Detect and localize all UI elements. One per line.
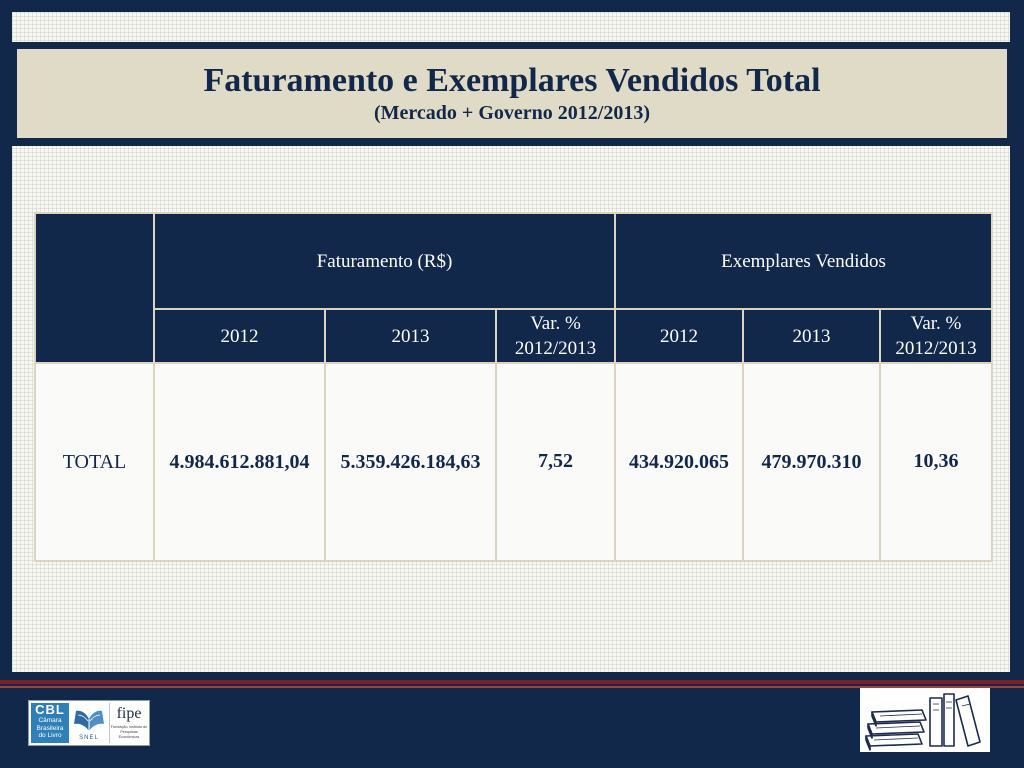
snel-logo-text: SNEL	[79, 735, 99, 741]
cbl-logo-line3: do Livro	[38, 732, 62, 739]
sales-table	[34, 212, 993, 562]
partner-logos	[28, 700, 150, 746]
ex-var-header-line1: Var. %	[910, 313, 962, 334]
snel-logo	[71, 703, 107, 743]
fat-var-header-line2: 2012/2013	[514, 338, 597, 359]
slide-title: Faturamento e Exemplares Vendidos Total	[203, 62, 821, 99]
ex-2013-value: 479.970.310	[743, 363, 880, 561]
fat-2013-header: 2013	[325, 309, 496, 363]
ex-var-header	[880, 309, 992, 363]
books-illustration	[860, 688, 990, 752]
open-book-icon	[71, 705, 107, 735]
ex-2013-header: 2013	[743, 309, 880, 363]
fat-var-value: 7,52	[496, 363, 615, 561]
slide-subtitle: (Mercado + Governo 2012/2013)	[374, 102, 650, 124]
fat-2013-value: 5.359.426.184,63	[325, 363, 496, 561]
fat-var-header-line1: Var. %	[530, 313, 581, 334]
corner-header-cell	[35, 213, 154, 363]
ex-2012-value: 434.920.065	[615, 363, 743, 561]
cbl-logo	[31, 703, 69, 743]
faturamento-header: Faturamento (R$)	[154, 213, 615, 309]
ex-2012-header: 2012	[615, 309, 743, 363]
fipe-logo-subtext: Fundação Instituto de Pesquisas Econômicas	[110, 725, 148, 739]
table-row	[35, 363, 992, 561]
fat-2012-value: 4.984.612.881,04	[154, 363, 325, 561]
ex-var-header-line2: 2012/2013	[895, 338, 977, 359]
cbl-logo-mark: CBL	[35, 702, 65, 717]
ex-var-value: 10,36	[880, 363, 992, 561]
row-label-total: TOTAL	[35, 363, 154, 561]
title-box	[17, 49, 1007, 138]
fat-var-header	[496, 309, 615, 363]
cbl-logo-line2: Brasileira	[36, 724, 64, 732]
fipe-logo-text: fipe	[116, 705, 142, 722]
cbl-logo-line1: Câmara	[38, 717, 62, 724]
fipe-logo	[109, 703, 148, 743]
footer-divider	[0, 680, 1024, 684]
book-stack-icon	[860, 688, 990, 752]
fat-2012-header: 2012	[154, 309, 325, 363]
exemplares-header: Exemplares Vendidos	[615, 213, 992, 309]
